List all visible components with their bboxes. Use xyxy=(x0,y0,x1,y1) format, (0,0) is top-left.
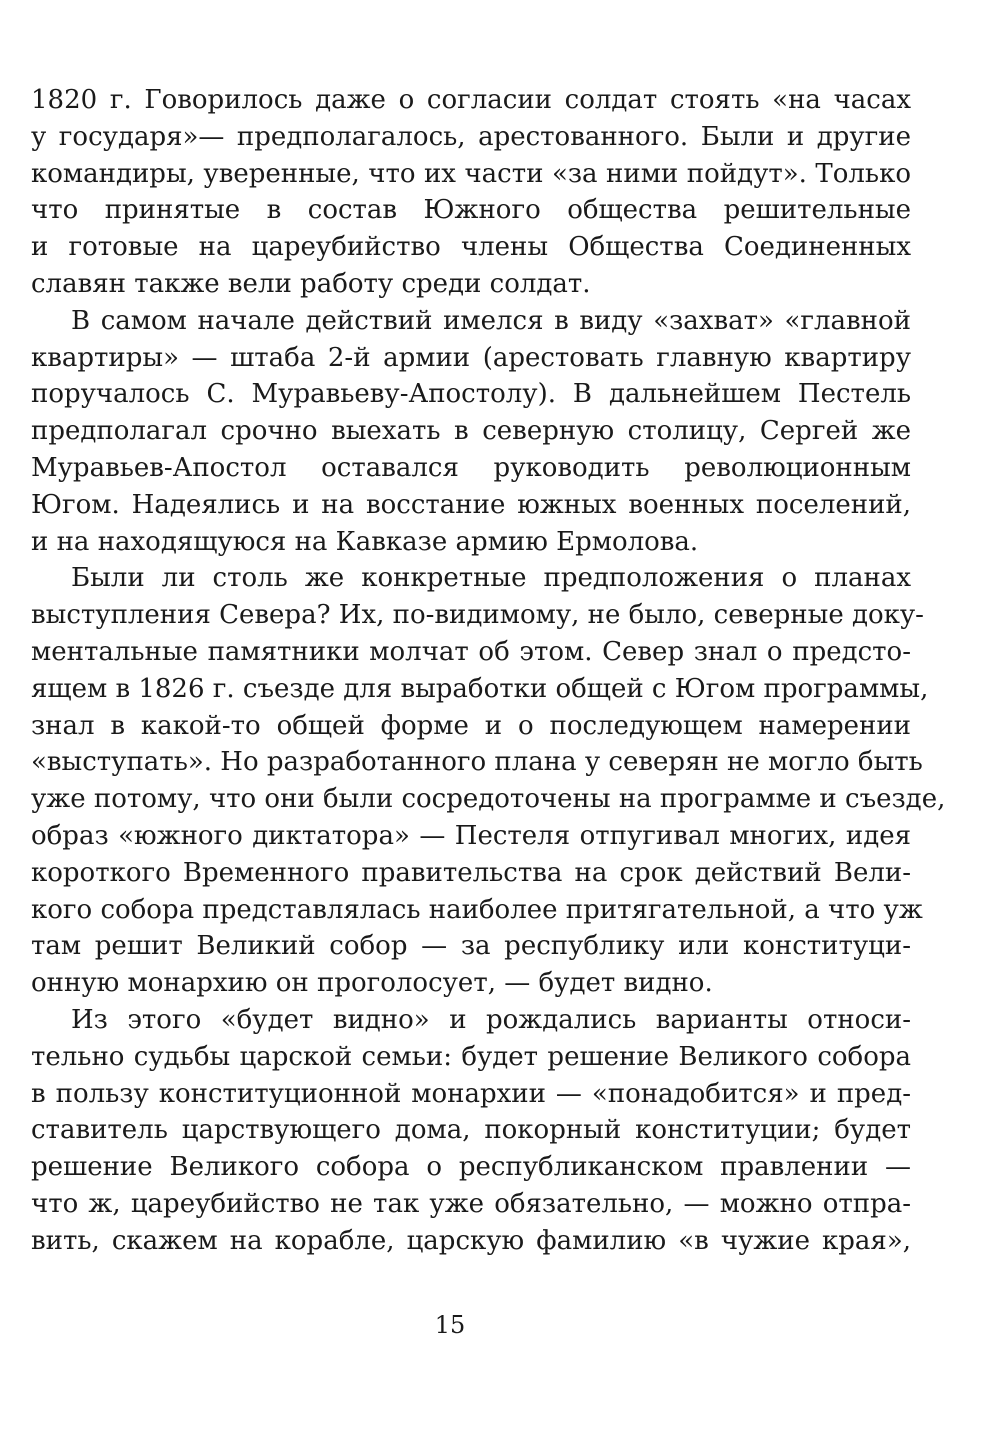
text-line: образ «южного диктатора» — Пестеля отпугивал многих, идея xyxy=(31,820,911,851)
text-line: предполагал срочно выехать в северную столицу, Сергей же xyxy=(31,416,911,447)
text-line: Из этого «будет видно» и рождались варианты относи- xyxy=(71,1004,911,1035)
text-line: ящем в 1826 г. съезде для выработки общей с Югом программы, xyxy=(31,673,929,704)
text-line: Муравьев-Апостол оставался руководить революционным xyxy=(31,452,911,483)
text-line: там решит Великий собор — за республику или конституци- xyxy=(31,931,911,962)
text-line: квартиры» — штаба 2-й армии (арестовать главную квартиру xyxy=(31,342,911,373)
text-line: уже потому, что они были сосредоточены на программе и съезде, xyxy=(31,784,946,815)
text-line: в пользу конституционной монархии — «понадобится» и пред- xyxy=(31,1078,911,1109)
text-line: что принятые в состав Южного общества решительные xyxy=(31,195,911,226)
text-line: славян также вели работу среди солдат. xyxy=(31,268,591,299)
text-line: решение Великого собора о республиканском правлении — xyxy=(31,1152,911,1183)
paragraph-3 xyxy=(31,560,946,1002)
text-line: В самом начале действий имелся в виду «захват» «главной xyxy=(71,305,911,336)
page-number: 15 xyxy=(434,1311,466,1339)
paragraph-1 xyxy=(31,82,911,303)
paragraph-2 xyxy=(31,303,911,561)
text-line: онную монархию он проголосует, — будет видно. xyxy=(31,968,713,999)
text-line: ставитель царствующего дома, покорный конституции; будет xyxy=(31,1115,911,1146)
text-line: тельно судьбы царской семьи: будет решение Великого собора xyxy=(31,1041,911,1072)
body-text xyxy=(31,82,946,1260)
text-line: Были ли столь же конкретные предположения о планах xyxy=(71,563,911,594)
text-line: ментальные памятники молчат об этом. Север знал о предсто- xyxy=(31,636,911,667)
text-line: у государя»— предполагалось, арестованного. Были и другие xyxy=(31,121,911,152)
text-line: выступления Севера? Их, по-видимому, не было, северные доку- xyxy=(31,600,924,631)
text-line: и на находящуюся на Кавказе армию Ермолова. xyxy=(31,526,699,557)
text-line: «выступать». Но разработанного плана у северян не могло быть xyxy=(31,747,923,778)
text-line: знал в какой-то общей форме и о последующем намерении xyxy=(31,710,911,741)
text-line: и готовые на цареубийство члены Общества Соединенных xyxy=(31,232,911,263)
text-line: короткого Временного правительства на срок действий Вели- xyxy=(31,857,911,888)
text-line: что ж, цареубийство не так уже обязательно, — можно отпра- xyxy=(31,1188,911,1219)
text-line: 1820 г. Говорилось даже о согласии солдат стоять «на часах xyxy=(31,85,911,115)
paragraph-4 xyxy=(31,1002,911,1260)
text-line: командиры, уверенные, что их части «за ними пойдут». Только xyxy=(31,158,911,189)
text-line: кого собора представлялась наиболее притягательной, а что уж xyxy=(31,894,923,925)
text-line: Югом. Надеялись и на восстание южных военных поселений, xyxy=(31,489,911,520)
text-line: вить, скажем на корабле, царскую фамилию «в чужие края», xyxy=(31,1225,911,1256)
text-line: поручалось С. Муравьеву-Апостолу). В дальнейшем Пестель xyxy=(31,379,911,410)
